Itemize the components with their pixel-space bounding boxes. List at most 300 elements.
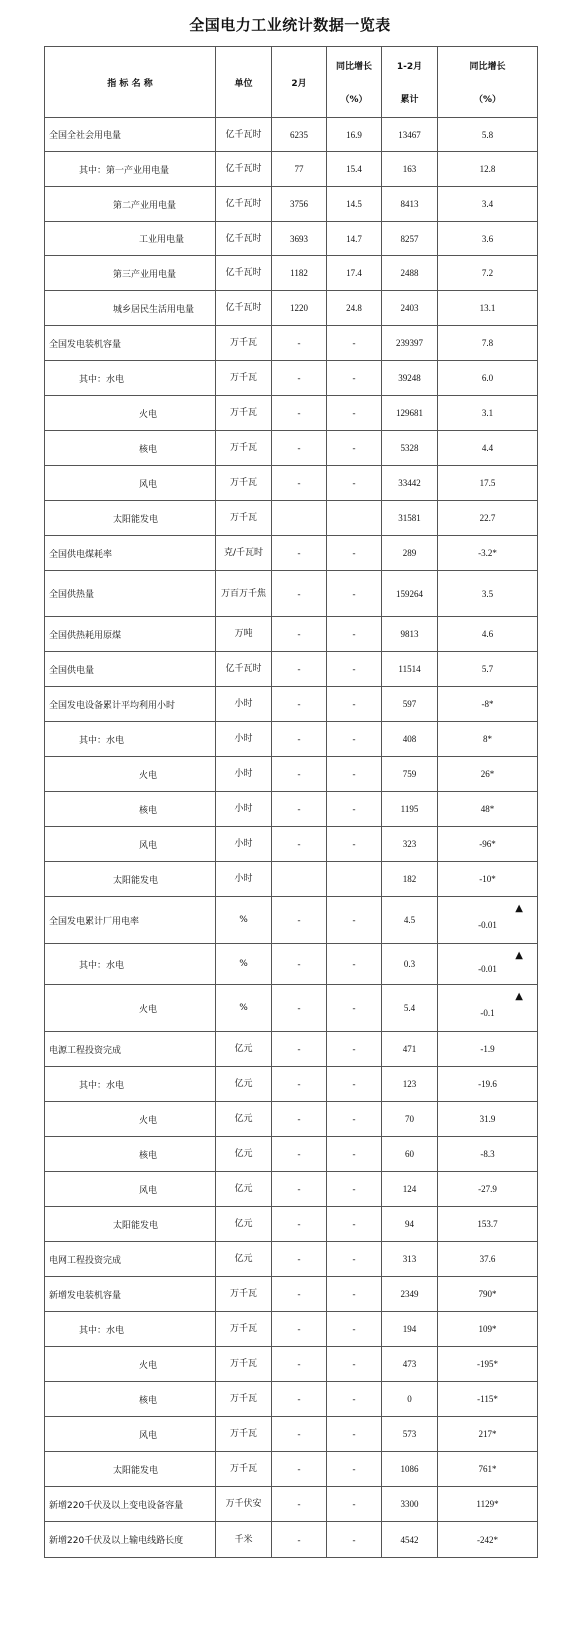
- table-row: [45, 1172, 538, 1207]
- row-ytd-growth-value: 3.1: [481, 408, 494, 418]
- row-feb-value: -: [272, 827, 327, 862]
- row-feb-growth: -: [327, 1067, 382, 1102]
- row-feb-growth: -: [327, 431, 382, 466]
- row-unit: 亿元: [216, 1032, 272, 1067]
- row-ytd-growth: [438, 1207, 538, 1242]
- row-name: 核电: [45, 431, 216, 466]
- row-ytd-growth: [438, 1102, 538, 1137]
- table-row: [45, 536, 538, 571]
- statistics-table: [44, 46, 538, 1558]
- row-ytd-growth-value: 48*: [480, 804, 495, 814]
- row-name: 全国供热量: [45, 571, 216, 617]
- table-row: [45, 118, 538, 152]
- table-row: [45, 152, 538, 187]
- row-unit: 亿元: [216, 1242, 272, 1277]
- row-feb-growth: 16.9: [327, 118, 382, 152]
- row-ytd-growth: [438, 571, 538, 617]
- row-name: 全国供电量: [45, 652, 216, 687]
- row-ytd-value: 182: [382, 862, 438, 897]
- row-feb-value: 3756: [272, 187, 327, 222]
- row-feb-value: -: [272, 1452, 327, 1487]
- row-ytd-growth: [438, 1277, 538, 1312]
- row-ytd-value: 4542: [382, 1522, 438, 1558]
- row-ytd-growth: [438, 862, 538, 897]
- row-ytd-growth: [438, 222, 538, 256]
- row-ytd-value: 5.4: [382, 985, 438, 1032]
- row-unit: 万千瓦: [216, 361, 272, 396]
- table-row: [45, 985, 538, 1032]
- row-ytd-growth-value: 37.6: [479, 1254, 496, 1264]
- row-feb-value: -: [272, 1172, 327, 1207]
- row-ytd-value: 70: [382, 1102, 438, 1137]
- row-ytd-value: 11514: [382, 652, 438, 687]
- row-unit: 亿千瓦时: [216, 291, 272, 326]
- row-ytd-growth-value: 7.2: [481, 268, 494, 278]
- row-ytd-value: 573: [382, 1417, 438, 1452]
- row-ytd-growth: [438, 757, 538, 792]
- row-ytd-growth-value: 153.7: [477, 1219, 498, 1229]
- page-title: 全国电力工业统计数据一览表: [189, 16, 391, 34]
- row-ytd-growth-value: -1.9: [480, 1044, 495, 1054]
- row-name: 全国发电累计厂用电率: [45, 897, 216, 944]
- row-name: 第三产业用电量: [45, 256, 216, 291]
- row-feb-growth: -: [327, 944, 382, 985]
- header-ytd-growth-label: 同比增长: [469, 62, 506, 72]
- row-unit: 亿千瓦时: [216, 652, 272, 687]
- table-row: [45, 792, 538, 827]
- row-feb-growth: -: [327, 1242, 382, 1277]
- row-name: 全国供热耗用原煤: [45, 617, 216, 652]
- row-ytd-growth: [438, 291, 538, 326]
- row-ytd-value: 323: [382, 827, 438, 862]
- row-feb-growth: -: [327, 687, 382, 722]
- table-row: [45, 1032, 538, 1067]
- row-ytd-value: 4.5: [382, 897, 438, 944]
- row-ytd-growth: [438, 326, 538, 361]
- row-name: 其中：水电: [45, 361, 216, 396]
- row-name: 其中：水电: [45, 722, 216, 757]
- row-name: 新增220千伏及以上变电设备容量: [45, 1487, 216, 1522]
- header-ytd-growth-unit: （%）: [473, 95, 502, 105]
- row-feb-growth: [327, 501, 382, 536]
- row-ytd-growth: [438, 1347, 538, 1382]
- row-feb-growth: -: [327, 652, 382, 687]
- row-feb-value: 1220: [272, 291, 327, 326]
- row-feb-growth: 24.8: [327, 291, 382, 326]
- row-feb-value: -: [272, 944, 327, 985]
- row-feb-growth: -: [327, 1347, 382, 1382]
- row-ytd-growth-value: 761*: [478, 1464, 497, 1474]
- row-unit: 亿千瓦时: [216, 187, 272, 222]
- row-name: 新增220千伏及以上输电线路长度: [45, 1522, 216, 1558]
- row-feb-value: -: [272, 431, 327, 466]
- row-feb-growth: -: [327, 466, 382, 501]
- header-ytd-period: 1-2月: [396, 62, 423, 72]
- row-feb-growth: -: [327, 1102, 382, 1137]
- row-feb-value: -: [272, 1312, 327, 1347]
- row-unit: 万千伏安: [216, 1487, 272, 1522]
- row-feb-value: [272, 862, 327, 897]
- row-ytd-growth: [438, 1172, 538, 1207]
- table-row: [45, 617, 538, 652]
- row-ytd-growth: [438, 1242, 538, 1277]
- table-row: [45, 722, 538, 757]
- row-name: 全国全社会用电量: [45, 118, 216, 152]
- row-unit: 亿千瓦时: [216, 222, 272, 256]
- row-unit: 小时: [216, 757, 272, 792]
- table-row: [45, 222, 538, 256]
- header-feb: 2月: [272, 47, 327, 118]
- row-feb-growth: -: [327, 985, 382, 1032]
- row-ytd-growth: [438, 361, 538, 396]
- row-feb-value: -: [272, 1242, 327, 1277]
- row-feb-value: -: [272, 722, 327, 757]
- row-ytd-growth-value: 5.7: [481, 664, 494, 674]
- table-row: [45, 1452, 538, 1487]
- row-ytd-growth-value: 26*: [480, 769, 495, 779]
- row-ytd-growth: [438, 652, 538, 687]
- row-unit: 万千瓦: [216, 1382, 272, 1417]
- row-feb-value: -: [272, 1067, 327, 1102]
- table-row: [45, 431, 538, 466]
- row-ytd-value: 1195: [382, 792, 438, 827]
- row-feb-growth: 17.4: [327, 256, 382, 291]
- row-name: 电网工程投资完成: [45, 1242, 216, 1277]
- row-ytd-value: 124: [382, 1172, 438, 1207]
- row-ytd-growth-value: -0.1: [480, 1008, 495, 1018]
- row-name: 火电: [45, 396, 216, 431]
- row-unit: 亿千瓦时: [216, 118, 272, 152]
- row-ytd-growth-value: 3.4: [481, 199, 494, 209]
- table-row: [45, 1102, 538, 1137]
- row-ytd-growth: [438, 1487, 538, 1522]
- row-unit: 小时: [216, 827, 272, 862]
- row-ytd-value: 9813: [382, 617, 438, 652]
- row-ytd-growth-value: 3.5: [481, 588, 494, 599]
- row-unit: 万千瓦: [216, 431, 272, 466]
- table-row: [45, 944, 538, 985]
- row-ytd-value: 33442: [382, 466, 438, 501]
- table-row: [45, 1067, 538, 1102]
- row-ytd-value: 163: [382, 152, 438, 187]
- header-feb-growth: [327, 47, 382, 118]
- row-ytd-value: 159264: [382, 571, 438, 617]
- row-name: 太阳能发电: [45, 1452, 216, 1487]
- row-ytd-growth: [438, 187, 538, 222]
- row-ytd-growth-value: 8*: [483, 734, 492, 744]
- row-name: 太阳能发电: [45, 1207, 216, 1242]
- row-ytd-value: 473: [382, 1347, 438, 1382]
- table-row: [45, 757, 538, 792]
- row-ytd-growth: [438, 722, 538, 757]
- row-feb-growth: -: [327, 571, 382, 617]
- row-unit: 亿元: [216, 1137, 272, 1172]
- row-ytd-value: 39248: [382, 361, 438, 396]
- row-feb-growth: -: [327, 361, 382, 396]
- row-feb-value: -: [272, 1487, 327, 1522]
- row-name: 第二产业用电量: [45, 187, 216, 222]
- row-unit: 亿千瓦时: [216, 152, 272, 187]
- header-ytd-label: 累计: [400, 95, 419, 105]
- row-feb-value: -: [272, 617, 327, 652]
- row-name: 其中：水电: [45, 1067, 216, 1102]
- row-feb-growth: -: [327, 1207, 382, 1242]
- row-feb-growth: -: [327, 1382, 382, 1417]
- row-name: 风电: [45, 1172, 216, 1207]
- row-ytd-growth: [438, 256, 538, 291]
- row-feb-growth: -: [327, 396, 382, 431]
- row-ytd-value: 2403: [382, 291, 438, 326]
- table-row: [45, 187, 538, 222]
- row-ytd-growth-value: 1129*: [476, 1499, 499, 1509]
- row-unit: 万千瓦: [216, 396, 272, 431]
- row-unit: 亿元: [216, 1172, 272, 1207]
- table-header-row: [45, 47, 538, 118]
- row-ytd-growth: [438, 792, 538, 827]
- table-row: [45, 1242, 538, 1277]
- table-row: [45, 1347, 538, 1382]
- row-name: 其中：第一产业用电量: [45, 152, 216, 187]
- row-feb-value: -: [272, 1207, 327, 1242]
- triangle-marker-icon: ▲: [515, 991, 523, 1002]
- row-ytd-value: 129681: [382, 396, 438, 431]
- row-ytd-growth: [438, 1382, 538, 1417]
- header-ytd: [382, 47, 438, 118]
- row-feb-growth: 14.7: [327, 222, 382, 256]
- row-unit: 万吨: [216, 617, 272, 652]
- row-ytd-growth: [438, 118, 538, 152]
- row-ytd-growth: [438, 1522, 538, 1558]
- row-ytd-growth-value: -10*: [479, 874, 496, 884]
- table-row: [45, 1277, 538, 1312]
- header-indicator: 指 标 名 称: [45, 47, 216, 118]
- row-ytd-growth-value: -0.01: [478, 920, 497, 930]
- row-unit: 小时: [216, 862, 272, 897]
- row-ytd-growth-value: 13.1: [479, 303, 496, 313]
- row-feb-value: -: [272, 1032, 327, 1067]
- row-name: 核电: [45, 792, 216, 827]
- row-feb-value: -: [272, 326, 327, 361]
- row-ytd-growth-value: 3.6: [481, 233, 494, 244]
- row-feb-value: -: [272, 536, 327, 571]
- row-ytd-growth: [438, 1312, 538, 1347]
- row-name: 火电: [45, 985, 216, 1032]
- row-feb-value: -: [272, 687, 327, 722]
- row-unit: 亿元: [216, 1067, 272, 1102]
- row-ytd-growth-value: 7.8: [481, 338, 494, 348]
- row-ytd-growth: [438, 1452, 538, 1487]
- row-ytd-growth-value: -115*: [477, 1394, 498, 1404]
- row-name: 工业用电量: [45, 222, 216, 256]
- row-ytd-growth: [438, 536, 538, 571]
- table-row: [45, 687, 538, 722]
- row-ytd-value: 123: [382, 1067, 438, 1102]
- row-feb-growth: -: [327, 326, 382, 361]
- row-feb-growth: -: [327, 792, 382, 827]
- row-ytd-value: 408: [382, 722, 438, 757]
- row-unit: 万千瓦: [216, 326, 272, 361]
- row-name: 太阳能发电: [45, 501, 216, 536]
- row-ytd-growth: [438, 944, 538, 985]
- row-ytd-growth: [438, 687, 538, 722]
- row-unit: 小时: [216, 687, 272, 722]
- table-row: [45, 827, 538, 862]
- row-feb-value: -: [272, 985, 327, 1032]
- row-feb-growth: -: [327, 1487, 382, 1522]
- row-ytd-value: 60: [382, 1137, 438, 1172]
- row-ytd-growth-value: 109*: [478, 1324, 497, 1334]
- table-row: [45, 396, 538, 431]
- row-feb-growth: -: [327, 1172, 382, 1207]
- row-unit: 千米: [216, 1522, 272, 1558]
- row-feb-growth: -: [327, 722, 382, 757]
- row-ytd-growth: [438, 1137, 538, 1172]
- row-unit: 克/千瓦时: [216, 536, 272, 571]
- row-ytd-growth: [438, 431, 538, 466]
- row-ytd-value: 194: [382, 1312, 438, 1347]
- row-feb-growth: -: [327, 1312, 382, 1347]
- row-feb-value: -: [272, 757, 327, 792]
- row-ytd-growth: [438, 396, 538, 431]
- row-unit: 小时: [216, 792, 272, 827]
- row-ytd-value: 13467: [382, 118, 438, 152]
- row-feb-growth: -: [327, 617, 382, 652]
- row-ytd-growth-value: 217*: [478, 1429, 497, 1439]
- row-feb-value: -: [272, 361, 327, 396]
- row-ytd-growth-value: 4.4: [481, 443, 494, 453]
- row-ytd-value: 759: [382, 757, 438, 792]
- row-feb-growth: -: [327, 1522, 382, 1558]
- row-ytd-value: 94: [382, 1207, 438, 1242]
- row-ytd-growth-value: -242*: [477, 1534, 498, 1545]
- row-feb-value: 77: [272, 152, 327, 187]
- row-unit: %: [216, 985, 272, 1032]
- row-feb-value: -: [272, 396, 327, 431]
- row-ytd-growth-value: 6.0: [481, 373, 494, 383]
- header-feb-growth-label: 同比增长: [335, 62, 372, 72]
- row-unit: 万千瓦: [216, 1347, 272, 1382]
- row-unit: 亿元: [216, 1102, 272, 1137]
- table-row: [45, 1137, 538, 1172]
- row-feb-growth: -: [327, 1277, 382, 1312]
- row-ytd-growth: [438, 1417, 538, 1452]
- row-ytd-growth-value: -8*: [481, 699, 494, 709]
- row-feb-growth: -: [327, 1452, 382, 1487]
- row-name: 新增发电装机容量: [45, 1277, 216, 1312]
- row-ytd-value: 5328: [382, 431, 438, 466]
- row-ytd-growth-value: -96*: [479, 839, 496, 849]
- header-ytd-growth: [438, 47, 538, 118]
- row-ytd-growth-value: 5.8: [481, 129, 494, 140]
- row-ytd-value: 239397: [382, 326, 438, 361]
- row-ytd-growth-value: 22.7: [479, 513, 496, 523]
- row-ytd-value: 3300: [382, 1487, 438, 1522]
- header-unit: 单位: [216, 47, 272, 118]
- table-row: [45, 1522, 538, 1558]
- table-row: [45, 501, 538, 536]
- row-name: 全国供电煤耗率: [45, 536, 216, 571]
- row-unit: 万千瓦: [216, 1277, 272, 1312]
- row-feb-value: -: [272, 1522, 327, 1558]
- table-row: [45, 1207, 538, 1242]
- row-unit: 小时: [216, 722, 272, 757]
- row-unit: 万千瓦: [216, 1312, 272, 1347]
- row-feb-value: 6235: [272, 118, 327, 152]
- row-name: 火电: [45, 757, 216, 792]
- row-feb-value: -: [272, 897, 327, 944]
- row-unit: 万千瓦: [216, 466, 272, 501]
- row-feb-growth: 14.5: [327, 187, 382, 222]
- row-unit: 万千瓦: [216, 501, 272, 536]
- row-ytd-growth-value: -0.01: [478, 964, 497, 974]
- row-ytd-growth: [438, 152, 538, 187]
- table-row: [45, 256, 538, 291]
- row-feb-growth: -: [327, 536, 382, 571]
- row-ytd-growth: [438, 501, 538, 536]
- row-unit: 亿千瓦时: [216, 256, 272, 291]
- row-name: 城乡居民生活用电量: [45, 291, 216, 326]
- row-ytd-value: 31581: [382, 501, 438, 536]
- row-name: 其中：水电: [45, 944, 216, 985]
- row-ytd-growth: [438, 827, 538, 862]
- row-feb-growth: 15.4: [327, 152, 382, 187]
- row-feb-value: -: [272, 1382, 327, 1417]
- row-unit: %: [216, 897, 272, 944]
- row-ytd-growth: [438, 1032, 538, 1067]
- table-row: [45, 897, 538, 944]
- row-ytd-value: 471: [382, 1032, 438, 1067]
- row-name: 全国发电设备累计平均利用小时: [45, 687, 216, 722]
- row-feb-value: -: [272, 1137, 327, 1172]
- row-feb-growth: [327, 862, 382, 897]
- row-ytd-growth-value: 790*: [478, 1289, 497, 1299]
- row-ytd-value: 597: [382, 687, 438, 722]
- row-name: 风电: [45, 466, 216, 501]
- row-ytd-growth-value: -8.3: [480, 1149, 495, 1159]
- row-ytd-value: 8257: [382, 222, 438, 256]
- row-ytd-growth-value: -27.9: [478, 1184, 497, 1194]
- table-row: [45, 466, 538, 501]
- table-row: [45, 361, 538, 396]
- row-feb-value: -: [272, 1417, 327, 1452]
- table-row: [45, 862, 538, 897]
- row-ytd-growth-value: -3.2*: [478, 548, 497, 558]
- row-ytd-growth: [438, 466, 538, 501]
- row-ytd-value: 0: [382, 1382, 438, 1417]
- row-feb-value: 3693: [272, 222, 327, 256]
- row-feb-value: -: [272, 571, 327, 617]
- header-feb-growth-unit: （%）: [340, 95, 368, 105]
- row-name: 风电: [45, 1417, 216, 1452]
- row-ytd-growth-value: 31.9: [479, 1114, 496, 1124]
- row-name: 风电: [45, 827, 216, 862]
- row-ytd-value: 0.3: [382, 944, 438, 985]
- row-name: 火电: [45, 1347, 216, 1382]
- row-ytd-growth-value: -19.6: [478, 1079, 497, 1089]
- row-name: 太阳能发电: [45, 862, 216, 897]
- row-ytd-growth: [438, 897, 538, 944]
- row-feb-growth: -: [327, 1137, 382, 1172]
- row-feb-value: -: [272, 1347, 327, 1382]
- row-name: 电源工程投资完成: [45, 1032, 216, 1067]
- row-feb-growth: -: [327, 897, 382, 944]
- triangle-marker-icon: ▲: [515, 903, 523, 914]
- row-ytd-value: 1086: [382, 1452, 438, 1487]
- row-ytd-growth: [438, 617, 538, 652]
- row-ytd-value: 8413: [382, 187, 438, 222]
- row-name: 火电: [45, 1102, 216, 1137]
- row-feb-growth: -: [327, 1032, 382, 1067]
